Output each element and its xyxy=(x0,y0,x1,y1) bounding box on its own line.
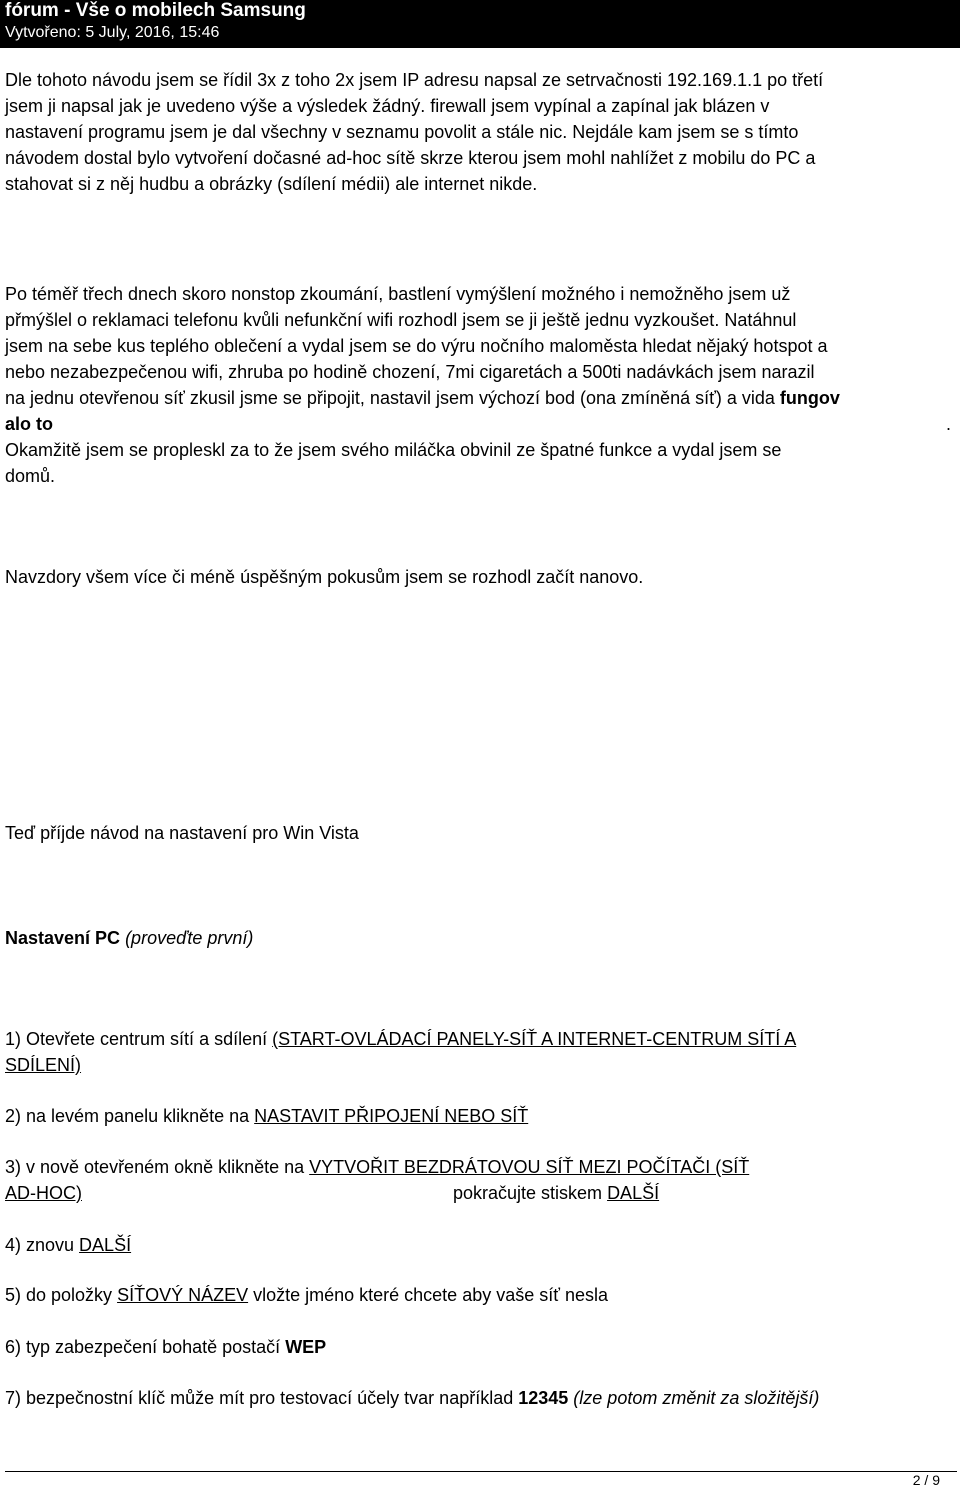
step-6 xyxy=(5,1334,957,1360)
paragraph-1 xyxy=(5,67,957,197)
trailing-period: . xyxy=(945,414,951,434)
step-1-path-link[interactable]: (START-OVLÁDACÍ PANELY-SÍŤ A INTERNET-CENTRUM SÍTÍ A xyxy=(272,1029,797,1049)
paragraph-2 xyxy=(5,281,957,489)
step-7-key: 12345 xyxy=(518,1388,569,1408)
step-5-network-name-link[interactable]: SÍŤOVÝ NÁZEV xyxy=(117,1285,249,1305)
paragraph-1-line: jsem ji napsal jak je uvedeno výše a výsledek žádný. firewall jsem vypínal a zapínal jak blázen v xyxy=(5,96,770,116)
bold-fungov: fungov xyxy=(779,388,840,408)
step-1-line xyxy=(5,1026,957,1052)
step-3-next-link[interactable]: DALŠÍ xyxy=(607,1183,660,1203)
step-1 xyxy=(5,1026,957,1078)
step-2-text: 2) na levém panelu klikněte na xyxy=(5,1106,255,1126)
paragraph-1-line: návodem dostal bylo vytvoření dočasné ad-hoc sítě skrze kterou jsem mohl nahlížet z mobilu do PC a xyxy=(5,148,816,168)
settings-heading-italic: (proveďte první) xyxy=(120,928,254,948)
paragraph-2-line: přmýšlel o reklamaci telefonu kvůli nefunkční wifi rozhodl jsem se ji ještě jednu vyzkoušet. Natáhnul xyxy=(5,310,797,330)
step-7-note: (lze potom změnit za složitější) xyxy=(568,1388,820,1408)
step-2-link[interactable]: NASTAVIT PŘIPOJENÍ NEBO SÍŤ xyxy=(254,1106,529,1126)
created-date: Vytvořeno: 5 July, 2016, 15:46 xyxy=(5,24,220,41)
paragraph-2-line: nebo nezabezpečenou wifi, zhruba po hodině chození, 7mi cigaretách a 500ti nadávkách jsem narazil xyxy=(5,362,815,382)
step-1-text: 1) Otevřete centrum sítí a sdílení xyxy=(5,1029,273,1049)
step-4-next-link[interactable]: DALŠÍ xyxy=(79,1235,132,1255)
step-3-line xyxy=(5,1180,957,1206)
settings-heading-bold: Nastavení PC xyxy=(5,928,121,948)
paragraph-1-line: stahovat si z něj hudbu a obrázky (sdílení médii) ale internet nikde. xyxy=(5,174,538,194)
page-header xyxy=(0,0,960,48)
page-number: 2 / 9 xyxy=(912,1472,940,1488)
paragraph-2-line: Okamžitě jsem se propleskl za to že jsem svého miláčka obvinil ze špatné funkce a vydal jsem se xyxy=(5,440,782,460)
step-3 xyxy=(5,1154,957,1206)
step-3-link[interactable]: VYTVOŘIT BEZDRÁTOVOU SÍŤ MEZI POČÍTAČI (SÍŤ xyxy=(309,1157,750,1177)
step-3-text-2: pokračujte stiskem xyxy=(453,1183,608,1203)
step-6-text: 6) typ zabezpečení bohatě postačí xyxy=(5,1337,286,1357)
paragraph-2-line: domů. xyxy=(5,466,56,486)
paragraph-1-line: nastavení programu jsem je dal všechny v seznamu povolit a stále nic. Nejdále kam jsem se s tímto xyxy=(5,122,799,142)
forum-title: fórum - Vše o mobilech Samsung xyxy=(5,0,306,21)
paragraph-2-text: na jednu otevřenou síť zkusil jsme se připojit, nastavil jsem výchozí bod (ona zmíněná síť) a vida xyxy=(5,388,780,408)
step-1-path-link-cont[interactable]: SDÍLENÍ) xyxy=(5,1055,82,1075)
settings-heading xyxy=(5,925,957,951)
step-3-continue xyxy=(453,1180,659,1206)
step-1-line xyxy=(5,1052,957,1078)
step-4-text: 4) znovu xyxy=(5,1235,80,1255)
step-6-wep: WEP xyxy=(285,1337,327,1357)
footer-divider xyxy=(5,1471,957,1472)
paragraph-3: Navzdory všem více či méně úspěšným pokusům jsem se rozhodl začít nanovo. xyxy=(5,567,644,587)
step-2 xyxy=(5,1103,957,1129)
step-3-text: 3) v nově otevřeném okně klikněte na xyxy=(5,1157,310,1177)
step-4 xyxy=(5,1232,957,1258)
step-5-text: 5) do položky xyxy=(5,1285,118,1305)
paragraph-2-line xyxy=(5,411,957,437)
step-3-link-cont[interactable]: AD-HOC) xyxy=(5,1183,82,1203)
step-3-line xyxy=(5,1154,957,1180)
paragraph-1-line: Dle tohoto návodu jsem se řídil 3x z toho 2x jsem IP adresu napsal ze setrvačnosti 192.169.1.1 po třetí xyxy=(5,70,824,90)
step-7 xyxy=(5,1385,957,1411)
step-7-text: 7) bezpečnostní klíč může mít pro testovací účely tvar například xyxy=(5,1388,519,1408)
bold-alo-to: alo to xyxy=(5,414,53,434)
paragraph-2-line: jsem na sebe kus teplého oblečení a vydal jsem se do výru nočního maloměsta hledat nějaký hotspot a xyxy=(5,336,828,356)
step-5 xyxy=(5,1282,957,1308)
step-5-text-2: vložte jméno které chcete aby vaše síť nesla xyxy=(248,1285,609,1305)
paragraph-2-line xyxy=(5,385,957,411)
paragraph-4: Teď příjde návod na nastavení pro Win Vista xyxy=(5,823,359,843)
paragraph-2-line: Po téměř třech dnech skoro nonstop zkoumání, bastlení vymýšlení možného i nemožněho jsem už xyxy=(5,284,791,304)
